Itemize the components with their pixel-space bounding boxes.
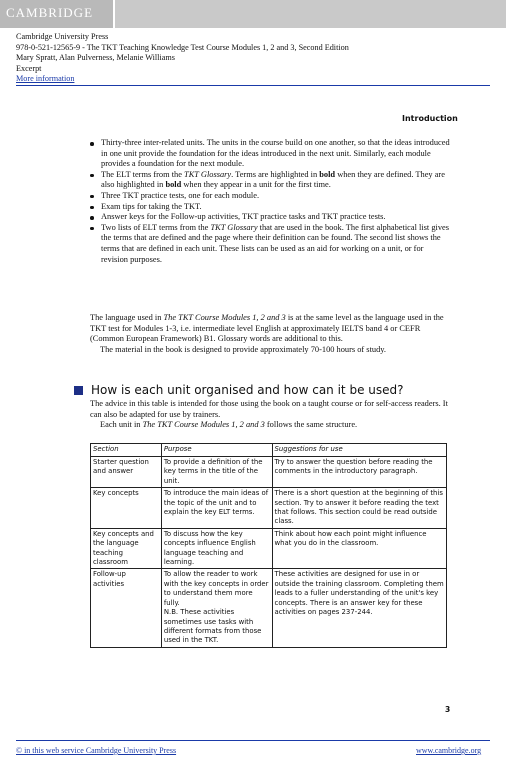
table-header-row	[91, 444, 447, 457]
table-row	[91, 457, 447, 488]
table-cell: Try to answer the question before reading the comments in the introductory paragraph.	[272, 457, 446, 488]
header-divider	[16, 85, 490, 86]
copyright-link[interactable]: © in this web service Cambridge University Press	[16, 746, 177, 755]
excerpt-label: Excerpt	[16, 63, 42, 73]
list-item: Thirty-three inter-related units. The units in the course build on one another, so that the ideas introduced in one unit provide the foundation for the ideas introduced in the next unit. Similarly, each module provides a foundation for the next module.	[90, 138, 450, 170]
table-cell: To provide a definition of the key terms in the title of the unit.	[161, 457, 272, 488]
language-level-paragraph: The language used in The TKT Course Modules 1, 2 and 3 is at the same level as the language used in the TKT test for Modules 1-3, i.e. intermediate level English at approximately IELTS band 4 or CEFR (Common European Framework) B1. Glossary words are additional to this. The material in the book is designed to provide approximately 70-100 hours of study.	[90, 313, 444, 354]
column-header: Section	[91, 444, 162, 457]
table-cell: Follow-up activities	[91, 569, 162, 647]
publisher: Cambridge University Press	[16, 32, 109, 41]
cambridge-website-link[interactable]: www.cambridge.org	[416, 746, 482, 755]
bullet-icon	[90, 216, 94, 220]
heading-square-icon	[74, 386, 83, 395]
table-note: N.B. These activities sometimes use tasks with different formats from those used in the TKT.	[163, 608, 262, 645]
list-item: Three TKT practice tests, one for each module.	[90, 191, 450, 202]
unit-structure-table	[90, 443, 447, 648]
table-row	[91, 569, 447, 647]
table-cell: Starter question and answer	[91, 457, 162, 488]
bullet-icon	[90, 174, 94, 178]
feature-list	[90, 138, 450, 265]
table-row	[91, 528, 447, 569]
list-item: The ELT terms from the TKT Glossary. Terms are highlighted in bold when they are defined. They are also highlighted in bold when they appear in a unit for the first time.	[90, 170, 450, 191]
bullet-icon	[90, 142, 94, 146]
bullet-icon	[90, 227, 94, 231]
book-metadata	[16, 32, 349, 85]
table-cell: Key concepts	[91, 488, 162, 529]
advice-paragraph: The advice in this table is intended for those using the book on a taught course or for self-access readers. It can also be adapted for use by trainers. Each unit in The TKT Course Modules 1, 2 and 3 follows the same structure.	[90, 399, 448, 430]
table-cell: To discuss how the key concepts influence English language teaching and learning.	[161, 528, 272, 569]
list-item: Two lists of ELT terms from the TKT Glossary that are used in the book. The first alphabetical list gives the terms that are defined and the page where their definition can be found. The second list shows the terms that are defined in each unit. These lists can be used as an aid for working on a unit, or for revision purposes.	[90, 223, 450, 265]
footer-divider	[16, 740, 490, 741]
table-cell: Key concepts and the language teaching classroom	[91, 528, 162, 569]
list-item: Answer keys for the Follow-up activities, TKT practice tasks and TKT practice tests.	[90, 212, 450, 223]
banner-block-right	[115, 0, 506, 28]
cambridge-logo: CAMBRIDGE	[6, 5, 94, 20]
cambridge-banner	[0, 0, 506, 28]
column-header: Purpose	[161, 444, 272, 457]
bullet-icon	[90, 195, 94, 199]
table-cell: Think about how each point might influence what you do in the classroom.	[272, 528, 446, 569]
page-number: 3	[445, 705, 451, 714]
table-cell: There is a short question at the beginning of this section. Try to answer it before reading the text that follows. This section could be read outside class.	[272, 488, 446, 529]
table-cell: To introduce the main ideas of the topic of the unit and to explain the key ELT terms.	[161, 488, 272, 529]
table-row	[91, 488, 447, 529]
more-information-link[interactable]: More information	[16, 74, 75, 84]
column-header: Suggestions for use	[272, 444, 446, 457]
section-heading: How is each unit organised and how can it be used?	[74, 383, 404, 397]
table-cell: These activities are designed for use in or outside the training classroom. Completing them leads to a fuller understanding of the unit's key concepts. There is an answer key for these activities on pages 237-244.	[272, 569, 446, 647]
table-cell: To allow the reader to work with the key concepts in order to understand them more fully. N.B. These activities sometimes use tasks with different formats from those used in the TKT.	[161, 569, 272, 647]
authors: Mary Spratt, Alan Pulverness, Melanie Williams	[16, 53, 175, 63]
list-item: Exam tips for taking the TKT.	[90, 202, 450, 213]
section-label: Introduction	[402, 114, 458, 123]
isbn-title: 978-0-521-12565-9 - The TKT Teaching Knowledge Test Course Modules 1, 2 and 3, Second Edition	[16, 42, 349, 52]
bullet-icon	[90, 206, 94, 210]
